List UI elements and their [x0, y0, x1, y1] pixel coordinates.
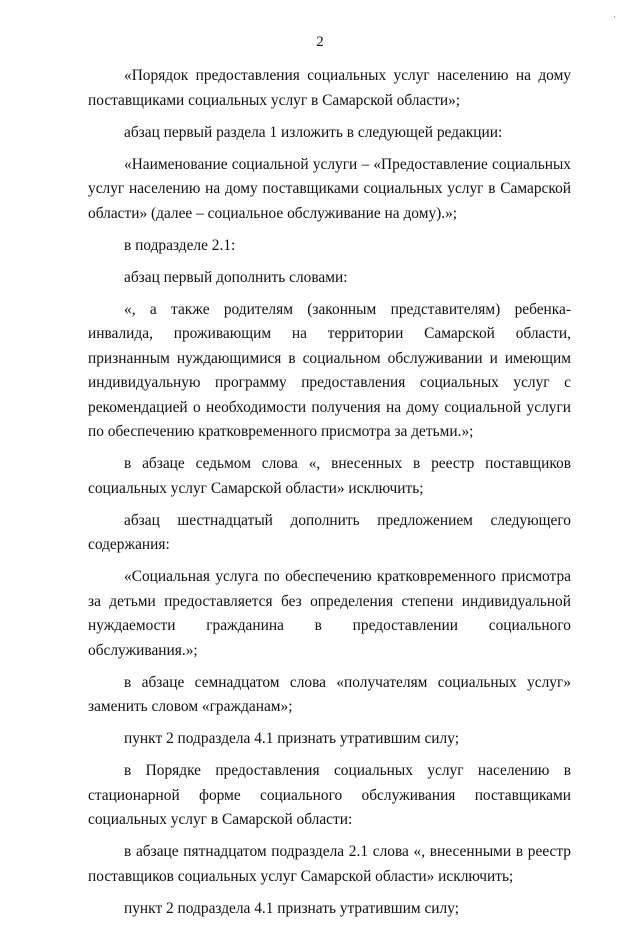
paragraph: «Социальная услуга по обеспечению кратковременного присмотра за детьми предоставляется без определения степени индивидуальной нуждаемости гражданина в предоставлении социального обслуживания.»; [88, 568, 571, 659]
paragraph: «Наименование социальной услуги – «Предоставление социальных услуг населению на дому поставщиками социальных услуг в Самарской области» (далее – социальное обслуживание на дому).»; [88, 155, 571, 222]
paragraph: в подразделе 2.1: [124, 236, 236, 254]
paragraph: пункт 2 подраздела 4.1 признать утратившим силу; [124, 899, 459, 917]
paragraph: в абзаце семнадцатом слова «получателям социальных услуг» заменить словом «гражданам»; [88, 673, 571, 715]
paragraph: пункт 2 подраздела 4.1 признать утратившим силу; [124, 730, 459, 747]
paragraph: в абзаце седьмом слова «, внесенных в реестр поставщиков социальных услуг Самарской области» исключить; [88, 455, 571, 497]
scan-mark: ˎ [613, 7, 620, 19]
paragraph: «, а также родителям (законным представителям) ребенка-инвалида, проживающим на территории Самарской области, признанным нуждающимися в социальном обслуживании и имеющим индивидуальную программу предоставления социальных услуг с рекомендацией о необходимости получения на дому социальной услуги по обеспечению кратковременного присмотра за детьми.»; [88, 300, 571, 440]
paragraph: в Порядке предоставления социальных услуг населению в стационарной форме социального обслуживания поставщиками социальных услуг в Самарской области: [88, 762, 571, 828]
document-body [88, 64, 571, 929]
paragraph: в абзаце пятнадцатом подраздела 2.1 слова «, внесенными в реестр поставщиков социальных услуг Самарской области» исключить; [88, 843, 571, 885]
paragraph: «Порядок предоставления социальных услуг населению на дому поставщиками социальных услуг в Самарской области»; [88, 67, 571, 109]
paragraph: абзац шестнадцатый дополнить предложением следующего содержания: [88, 511, 571, 553]
paragraph: абзац первый раздела 1 изложить в следующей редакции: [124, 123, 503, 141]
page-number: 2 [316, 34, 324, 50]
paragraph: абзац первый дополнить словами: [124, 268, 348, 286]
